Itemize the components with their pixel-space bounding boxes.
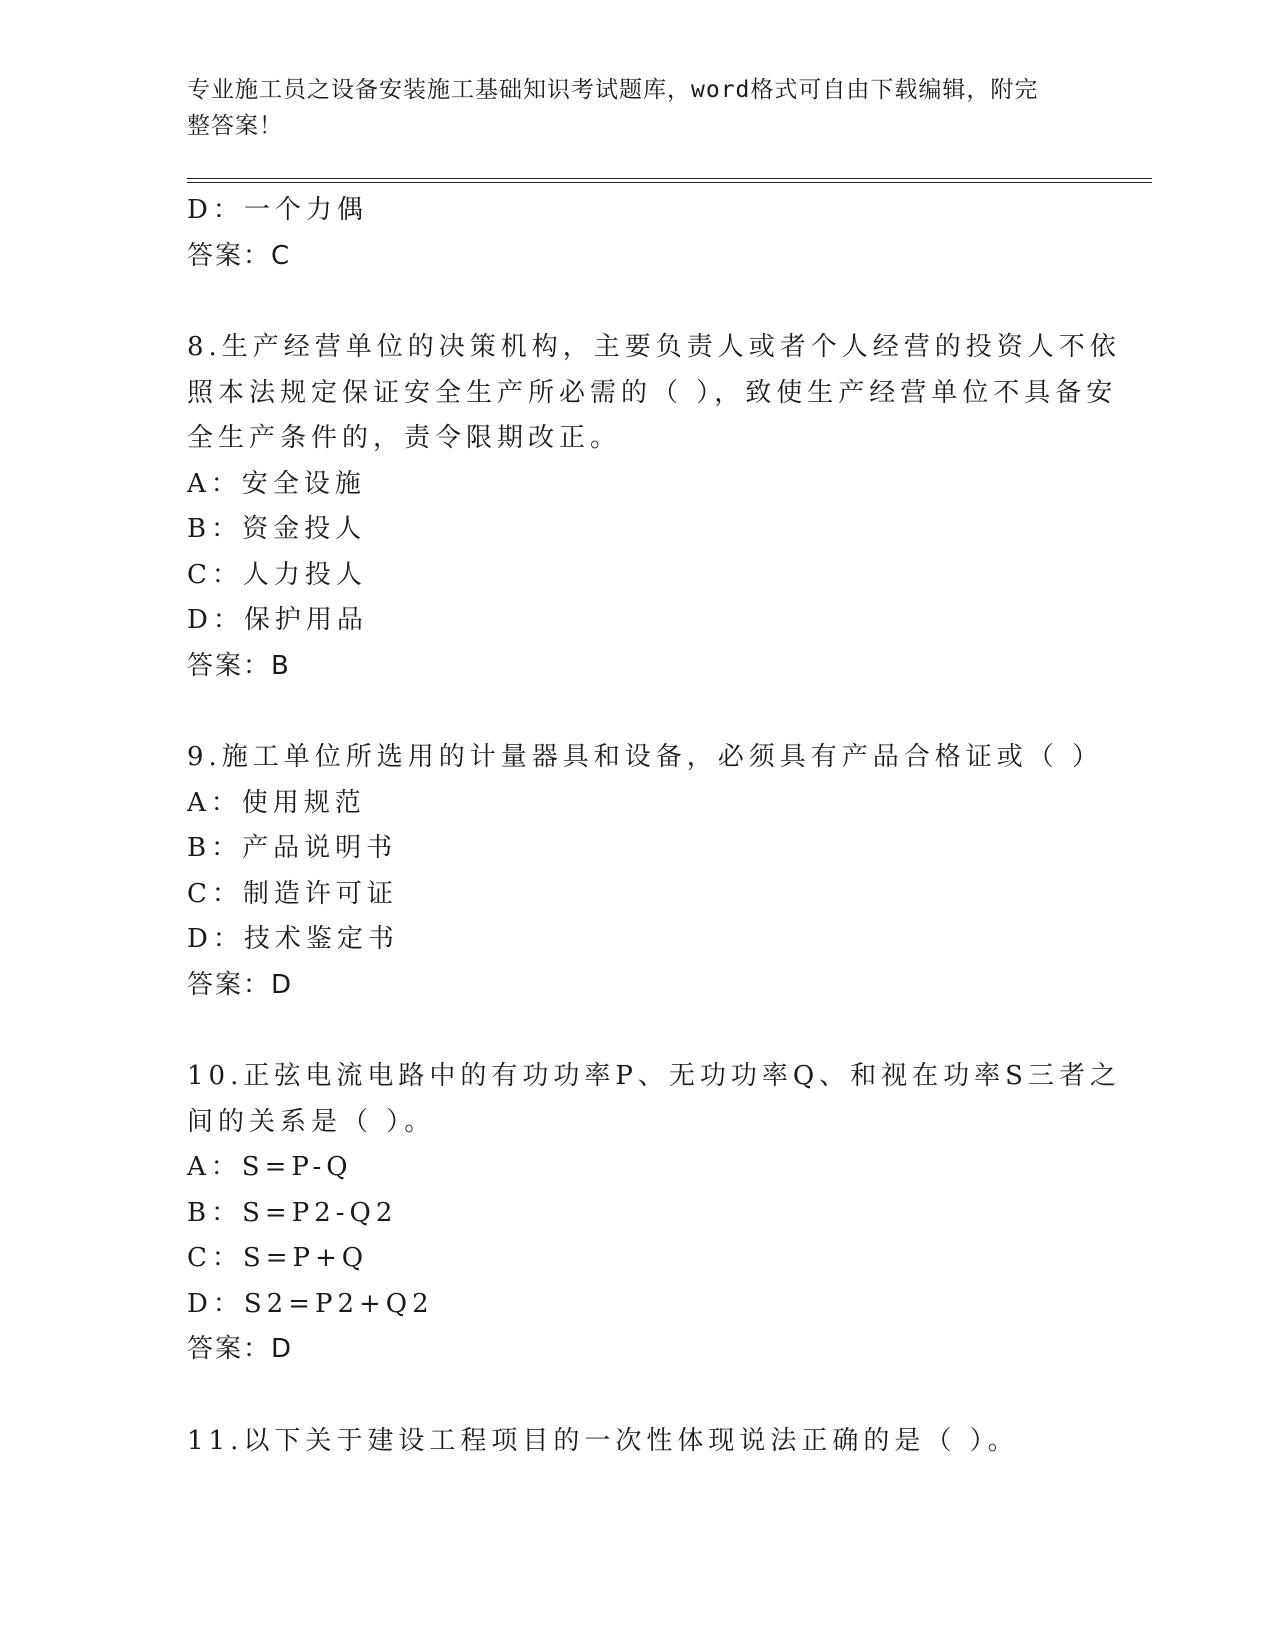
header-line-2: 整答案！: [187, 113, 283, 139]
q7-answer: 答案：C: [187, 240, 292, 271]
q10-option-b: B：S=P2-Q2: [187, 1197, 398, 1228]
q7-option-d: D：一个力偶: [187, 195, 368, 225]
q10-stem-line-1: 10.正弦电流电路中的有功功率P、无功功率Q、和视在功率S三者之: [187, 1061, 1121, 1091]
q10-option-c: C：S=P+Q: [187, 1243, 369, 1273]
q9-option-d: D：技术鉴定书: [187, 924, 399, 954]
q8-option-c: C：人力投人: [187, 559, 367, 590]
header-line-1: 专业施工员之设备安装施工基础知识考试题库，word格式可自由下载编辑，附完: [187, 77, 1039, 103]
document-header: [187, 72, 1087, 144]
q8-option-d: D：保护用品: [187, 605, 368, 635]
q8-answer: 答案：B: [187, 650, 291, 681]
q8-stem-line-2: 照本法规定保证安全生产所必需的（ ），致使生产经营单位不具备安: [187, 377, 1118, 408]
spacer: [187, 1008, 1087, 1054]
q10-stem-line-2: 间的关系是（ ）。: [187, 1106, 436, 1137]
q9-answer: 答案：D: [187, 969, 294, 1000]
q9-option-a: A：使用规范: [187, 787, 366, 818]
q9-stem-line-1: 9.施工单位所选用的计量器具和设备，必须具有产品合格证或（ ）: [187, 742, 1104, 772]
q8-option-a: A：安全设施: [187, 468, 366, 499]
header-divider-bottom: [187, 182, 1152, 183]
question-8: [187, 325, 1121, 689]
q11-stem-line-1: 11.以下关于建设工程项目的一次性体现说法正确的是（ ）。: [187, 1425, 1019, 1456]
q10-option-d: D：S2=P2+Q2: [187, 1288, 434, 1319]
spacer: [187, 279, 1087, 325]
question-content: [187, 188, 1121, 1464]
q8-stem-line-1: 8.生产经营单位的决策机构，主要负责人或者个人经营的投资人不依: [187, 332, 1121, 362]
q9-option-c: C：制造许可证: [187, 878, 398, 909]
q10-option-a: A：S=P-Q: [187, 1152, 353, 1182]
header-divider-top: [187, 178, 1152, 179]
question-10: [187, 1054, 1121, 1373]
q10-answer: 答案：D: [187, 1334, 294, 1364]
q9-option-b: B：产品说明书: [187, 833, 398, 863]
q8-stem-line-3: 全生产条件的，责令限期改正。: [187, 423, 622, 453]
spacer: [187, 689, 1087, 735]
spacer: [187, 1373, 1087, 1419]
question-7-tail: [187, 188, 1087, 279]
q8-option-b: B：资金投人: [187, 514, 367, 544]
question-11: [187, 1419, 1087, 1465]
question-9: [187, 735, 1104, 1008]
